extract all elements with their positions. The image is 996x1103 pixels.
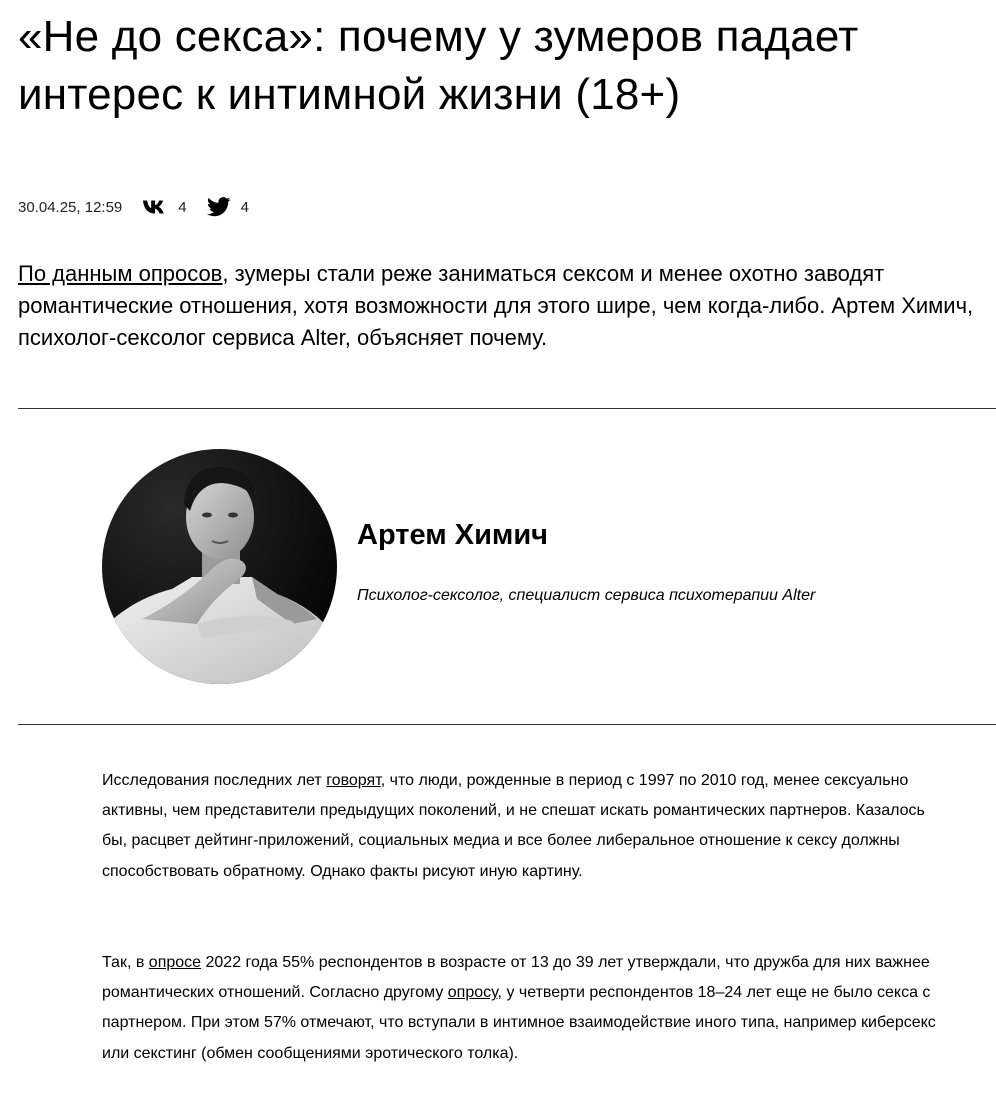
body-text-segment: Так, в — [102, 954, 149, 971]
divider-top — [18, 408, 996, 409]
research-link[interactable]: говорят — [326, 772, 381, 789]
article-lead — [18, 258, 996, 354]
body-text-segment: 2022 года 55% респондентов в возрасте от 13 до 39 лет утверждали, что дружба для них важнее романтических отношений. Согласно другому — [102, 954, 930, 1002]
body-paragraph-1 — [102, 766, 942, 887]
vk-icon — [142, 199, 168, 215]
article-title: «Не до секса»: почему у зумеров падает интерес к интимной жизни (18+) — [18, 12, 859, 119]
vk-share-button[interactable] — [142, 199, 186, 216]
article-meta — [18, 196, 269, 218]
divider-bottom — [18, 724, 996, 725]
twitter-icon — [207, 197, 231, 217]
lead-text: , зумеры стали реже заниматься сексом и менее охотно заводят романтические отношения, хотя возможности для этого шире, чем когда-либо. Артем Химич, психолог-сексолог сервиса Alter, объясняет почему. — [18, 261, 974, 350]
survey-link-1[interactable]: опросе — [148, 954, 202, 971]
body-text-segment: , у четверти респондентов 18–24 лет еще не было секса с партнером. При этом 57% отмечают, что вступали в интимное взаимодействие иного типа, например киберсекс или секстинг (обмен сообщениями эротического толка). — [102, 984, 936, 1062]
survey-link-2[interactable]: опросу — [447, 984, 498, 1002]
author-name: Артем Химич — [357, 519, 549, 551]
lead-survey-link[interactable]: По данным опросов — [18, 261, 223, 286]
twitter-share-button[interactable] — [207, 197, 249, 217]
author-avatar — [102, 449, 337, 684]
body-text-segment: , что люди, рожденные в период с 1997 по 2010 год, менее сексуально активны, чем представители предыдущих поколений, и не спешат искать романтических партнеров. Казалось бы, расцвет дейтинг-приложений, социальных медиа и все более либеральное отношение к сексу должны способствовать обратному. Однако факты рисуют иную картину. — [102, 772, 925, 880]
body-text-segment: Исследования последних лет — [102, 772, 327, 789]
publish-date: 30.04.25, 12:59 — [18, 198, 123, 216]
twitter-share-count: 4 — [240, 198, 249, 216]
body-paragraph-2 — [102, 948, 942, 1069]
vk-share-count: 4 — [178, 198, 187, 216]
author-role: Психолог-сексолог, специалист сервиса психотерапии Alter — [357, 587, 816, 604]
